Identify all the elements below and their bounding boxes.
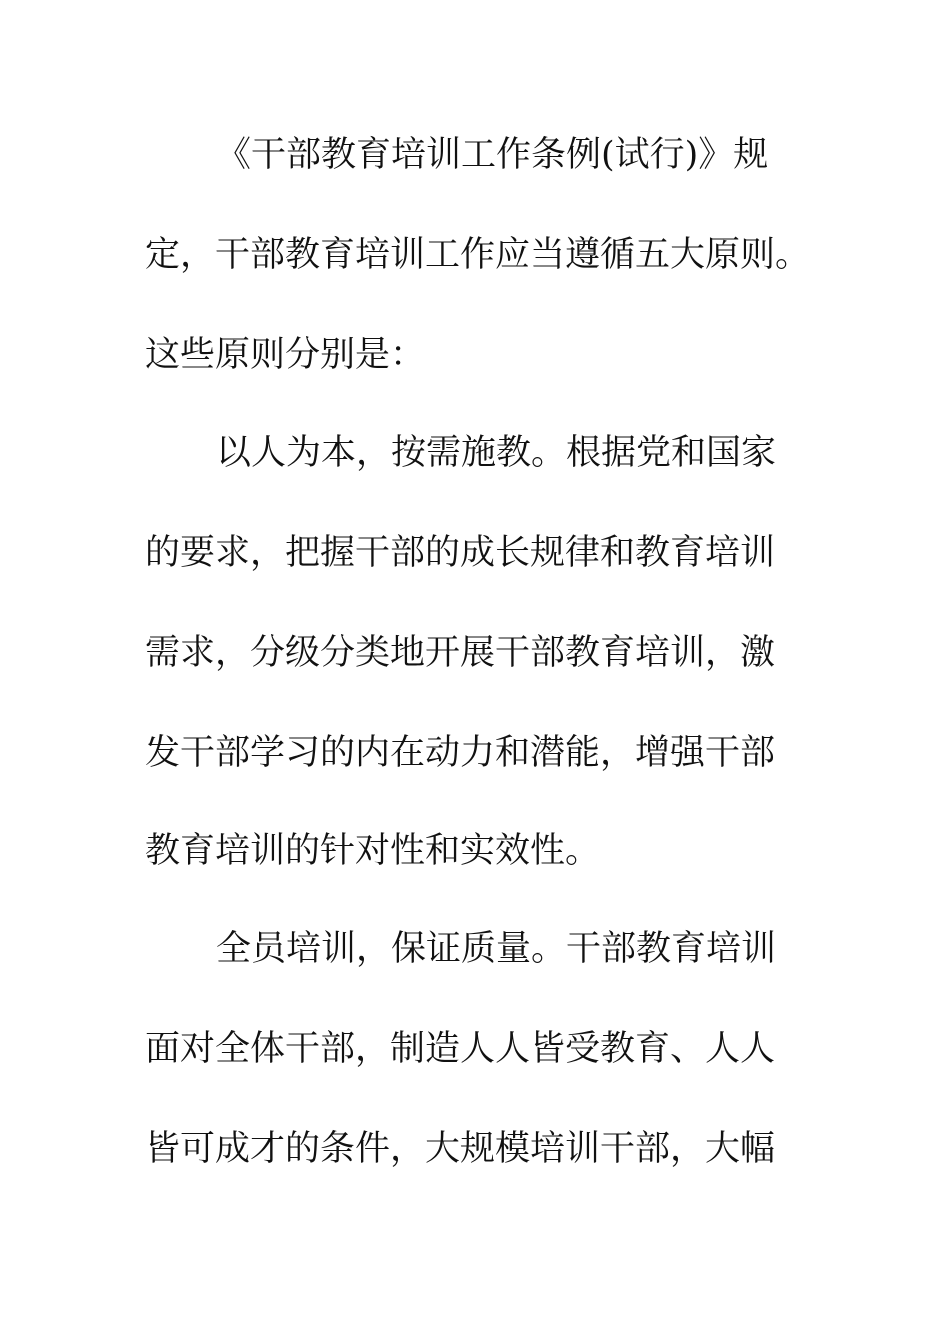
paragraph-1-line-1: 《干部教育培训工作条例(试行)》规: [216, 135, 769, 175]
paragraph-2-line-1: 以人为本，按需施教。根据党和国家: [216, 433, 777, 473]
paragraph-2-line-2: 的要求，把握干部的成长规律和教育培训: [145, 533, 776, 573]
paragraph-1-line-2: 定，干部教育培训工作应当遵循五大原则。: [145, 235, 811, 275]
paragraph-3-line-2: 面对全体干部，制造人人皆受教育、人人: [145, 1029, 776, 1069]
paragraph-1-line-3: 这些原则分别是：: [145, 335, 426, 375]
paragraph-2-line-4: 发干部学习的内在动力和潜能，增强干部: [145, 733, 776, 773]
paragraph-3-line-1: 全员培训，保证质量。干部教育培训: [216, 929, 777, 969]
paragraph-2-line-3: 需求，分级分类地开展干部教育培训，激: [145, 633, 776, 673]
paragraph-2-line-5: 教育培训的针对性和实效性。: [145, 831, 601, 871]
paragraph-3-line-3: 皆可成才的条件，大规模培训干部，大幅: [145, 1129, 776, 1169]
